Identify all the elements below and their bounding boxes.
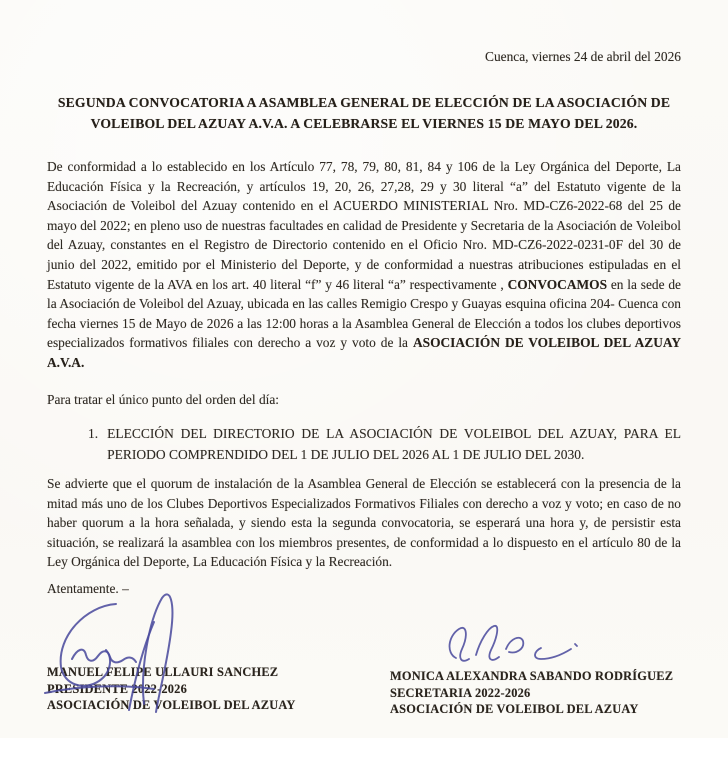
body-paragraph: De conformidad a lo establecido en los Artículo 77, 78, 79, 80, 81, 84 y 106 de la Ley Orgánica del Deporte, La Educación Física y la Recreación, y artículos 19, 20, 26, 27,28, 29 y 30 literal “a” del Estatuto vigente de la Asociación de Voleibol del Azuay contenido en el ACUERDO MINISTERIAL Nro. MD-CZ6-2022-68 del 25 de mayo del 2022; en pleno uso de nuestras facultades en calidad de Presidente y Secretaria de la Asociación de Voleibol del Azuay, constantes en el Registro de Directorio contenido en el Oficio Nro. MD-CZ6-2022-0231-0F del 30 de junio del 2022, emitido por el Ministerio del Deporte, y de conformidad a nuestras atribuciones estipuladas en el Estatuto vigente de la AVA en los art. 40 literal “f” y 46 literal “a” respectivamente , CONVOCAMOS en la sede de la Asociación de Voleibol del Azuay, ubicada en las calles Remigio Crespo y Guayas esquina oficina 204- Cuenca con fecha viernes 15 de Mayo de 2026 a las 12:00 horas a la Asamblea General de Elección a todos los clubes deportivos especializados formativos filiales con derecho a voz y voto de la ASOCIACIÓN DE VOLEIBOL DEL AZUAY A.V.A. bbox=[47, 159, 682, 370]
secretary-organization: ASOCIACIÓN DE VOLEIBOL DEL AZUAY bbox=[390, 702, 639, 717]
secretary-signature-block bbox=[390, 668, 673, 718]
president-signature-block bbox=[47, 664, 296, 714]
secretary-signature-ink bbox=[440, 620, 580, 668]
closing-line: Atentamente. – bbox=[47, 580, 129, 596]
agenda-intro: Para tratar el único punto del orden del día: bbox=[47, 391, 280, 407]
president-name: MANUEL FELIPE ULLAURI SANCHEZ bbox=[47, 664, 279, 679]
secretary-name: MONICA ALEXANDRA SABANDO RODRÍGUEZ bbox=[390, 668, 674, 683]
president-role: PRESIDENTE 2022-2026 bbox=[47, 681, 187, 696]
agenda-item-text: ELECCIÓN DEL DIRECTORIO DE LA ASOCIACIÓN DE VOLEIBOL DEL AZUAY, PARA EL PERIODO COMPRENDIDO DEL 1 DE JULIO DEL 2026 AL 1 DE JULIO DEL 2030. bbox=[107, 426, 681, 462]
agenda-item bbox=[88, 424, 681, 465]
date-line: Cuenca, viernes 24 de abril del 2026 bbox=[485, 49, 681, 64]
president-organization: ASOCIACIÓN DE VOLEIBOL DEL AZUAY bbox=[47, 698, 296, 713]
secretary-role: SECRETARIA 2022-2026 bbox=[390, 685, 531, 700]
agenda-item-number: 1. bbox=[88, 426, 99, 442]
signature-section bbox=[0, 580, 728, 772]
page-title: SEGUNDA CONVOCATORIA A ASAMBLEA GENERAL DE ELECCIÓN DE LA ASOCIACIÓN DE VOLEIBOL DEL AZUAY A.V.A. A CELEBRARSE EL VIERNES 15 DE MAYO DEL 2026. bbox=[57, 95, 671, 131]
quorum-paragraph: Se advierte que el quorum de instalación de la Asamblea General de Elección se establecerá con la presencia de la mitad más uno de los Clubes Deportivos Especializados Formativos Filiales con derecho a voz y voto; en caso de no haber quorum a la hora señalada, y siendo esta la segunda convocatoria, se esperará una hora y, de persistir esta situación, se realizará la asamblea con los miembros presentes, de conformidad a lo dispuesto en el artículo 80 de la Ley Orgánica del Deporte, La Educación Física y la Recreación. bbox=[47, 475, 681, 570]
